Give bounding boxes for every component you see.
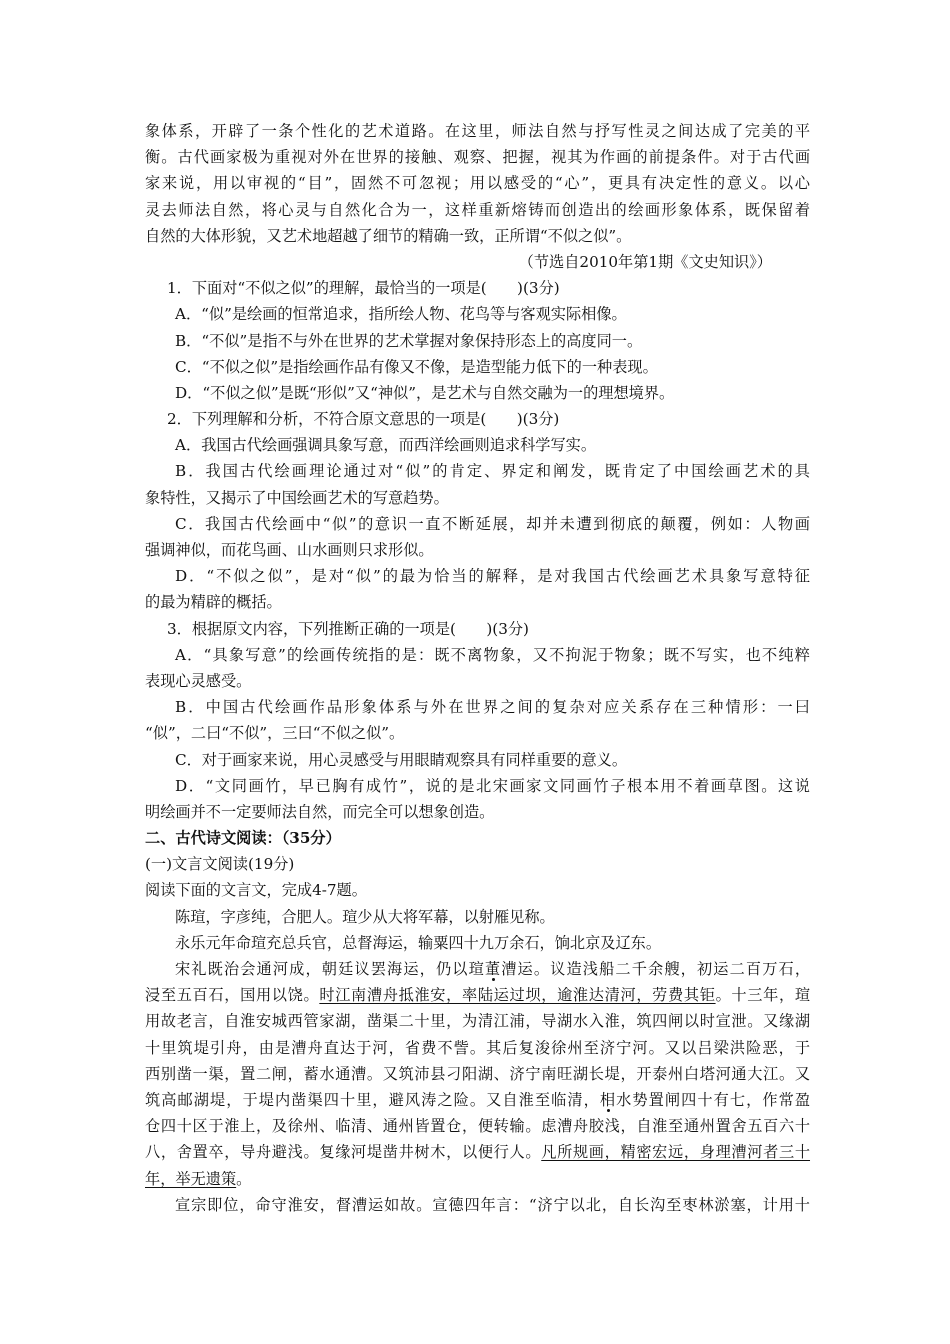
question-2-option-c-cont: 强调神似，而花鸟画、山水画则只求形似。 bbox=[145, 541, 434, 559]
passage-line: 家来说，用以审视的“目”，固然不可忽视；用以感受的“心”，更具有决定性的意义。以心 bbox=[145, 174, 810, 193]
question-3-stem: 3．根据原文内容，下列推断正确的一项是( )(3分) bbox=[167, 619, 529, 638]
underlined-sentence: 凡所规画，精密宏远，身理漕河者三十 bbox=[541, 1143, 811, 1162]
question-3-option-d: D．“文同画竹，早已胸有成竹”，说的是北宋画家文同画竹子根本用不着画草图。这说 bbox=[175, 776, 810, 795]
question-2-option-b: B．我国古代绘画理论通过对“似”的肯定、界定和阐发，既肯定了中国绘画艺术的具 bbox=[175, 462, 810, 481]
classical-text-line: 浸至五百石，国用以饶。时江南漕舟抵淮安，率陆运过坝，逾淮达清河，劳费其钜。十三年，瑄 bbox=[145, 986, 811, 1005]
passage-line: 自然的大体形貌，又艺术地超越了细节的精确一致，正所谓“不似之似”。 bbox=[145, 226, 632, 245]
question-1-option-b: B．“不似”是指不与外在世界的艺术掌握对象保持形态上的高度同一。 bbox=[175, 331, 643, 350]
classical-text-line: 用故老言，自淮安城西管家湖，凿渠二十里，为清江浦，导湖水入淮，筑四闸以时宣泄。又缘湖 bbox=[145, 1012, 810, 1031]
classical-text-line: 年，举无遗策。 bbox=[145, 1169, 252, 1188]
question-1-stem: 1．下面对“不似之似”的理解，最恰当的一项是( )(3分) bbox=[167, 279, 560, 298]
underlined-sentence-cont: 年，举无遗策 bbox=[145, 1169, 237, 1188]
subsection-heading: (一)文言文阅读(19分) bbox=[145, 855, 295, 874]
question-1-option-d: D．“不似之似”是既“形似”又“神似”，是艺术与自然交融为一的理想境界。 bbox=[175, 383, 675, 402]
question-3-option-c: C．对于画家来说，用心灵感受与用眼睛观察具有同样重要的意义。 bbox=[175, 750, 628, 769]
question-3-option-b-cont: “似”，二曰“不似”，三曰“不似之似”。 bbox=[145, 724, 405, 743]
classical-text-line: 宋礼既治会通河成，朝廷议罢海运，仍以瑄董漕运。议造浅船二千余艘，初运二百万石， bbox=[175, 960, 811, 978]
question-3-option-a-cont: 表现心灵感受。 bbox=[145, 671, 252, 690]
passage-line: 象体系，开辟了一条个性化的艺术道路。在这里，师法自然与抒写性灵之间达成了完美的平 bbox=[145, 122, 810, 140]
classical-text-line: 十里筑堤引舟，由是漕舟直达于河，省费不訾。其后复浚徐州至济宁河。又以吕梁洪险恶，于 bbox=[145, 1038, 810, 1057]
question-1-option-a: A．“似”是绘画的恒常追求，指所绘人物、花鸟等与客观实际相像。 bbox=[175, 305, 627, 324]
section-heading: 二、古代诗文阅读：（35分） bbox=[145, 829, 341, 848]
section-instruction: 阅读下面的文言文，完成4-7题。 bbox=[145, 881, 367, 900]
emphasis-dot-word: 董 bbox=[484, 960, 502, 978]
classical-text-line: 宣宗即位，命守淮安，督漕运如故。宣德四年言：“济宁以北，自长沟至枣林淤塞，计用十 bbox=[175, 1195, 810, 1214]
underlined-sentence: 时江南漕舟抵淮安，率陆运过坝，逾淮达清河，劳费其钜 bbox=[319, 986, 716, 1005]
emphasis-dot-word: 相 bbox=[599, 1090, 617, 1109]
passage-line: 灵去师法自然，将心灵与自然化合为一，这样重新熔铸而创造出的绘画形象体系，既保留着 bbox=[145, 200, 810, 219]
classical-text-line: 仓四十区于淮上，及徐州、临清、通州皆置仓，便转输。虑漕舟胶浅，自淮至通州置舍五百六十 bbox=[145, 1117, 810, 1136]
classical-text-line: 永乐元年命瑄充总兵官，总督海运，输粟四十九万余石，饷北京及辽东。 bbox=[175, 933, 661, 952]
question-3-option-d-cont: 明绘画并不一定要师法自然，而完全可以想象创造。 bbox=[145, 802, 495, 821]
passage-line: 衡。古代画家极为重视对外在世界的接触、观察、把握，视其为作画的前提条件。对于古代画 bbox=[145, 148, 810, 167]
classical-text-line: 西别凿一渠，置二闸，蓄水通漕。又筑沛县刁阳湖、济宁南旺湖长堤，开泰州白塔河通大江。又 bbox=[145, 1064, 810, 1083]
passage-source: （节选自2010年第1期《文史知识》） bbox=[518, 252, 772, 271]
question-2-option-d-cont: 的最为精辟的概括。 bbox=[145, 593, 282, 612]
classical-text-line: 陈瑄，字彦纯，合肥人。瑄少从大将军幕，以射雁见称。 bbox=[175, 907, 555, 926]
question-2-option-c: C．我国古代绘画中“似”的意识一直不断延展，却并未遭到彻底的颠覆，例如：人物画 bbox=[175, 514, 810, 533]
question-2-option-a: A．我国古代绘画强调具象写意，而西洋绘画则追求科学写实。 bbox=[175, 436, 597, 455]
question-2-stem: 2．下列理解和分析，不符合原文意思的一项是( )(3分) bbox=[167, 410, 560, 429]
question-2-option-b-cont: 象特性，又揭示了中国绘画艺术的写意趋势。 bbox=[145, 488, 449, 507]
question-1-option-c: C．“不似之似”是指绘画作品有像又不像，是造型能力低下的一种表现。 bbox=[175, 357, 658, 376]
document-page bbox=[145, 118, 810, 1218]
question-2-option-d: D．“不似之似”，是对“似”的最为恰当的解释，是对我国古代绘画艺术具象写意特征 bbox=[175, 567, 810, 586]
question-3-option-a: A．“具象写意”的绘画传统指的是：既不离物象，又不拘泥于物象；既不写实，也不纯粹 bbox=[175, 645, 810, 664]
classical-text-line: 八，舍置卒，导舟避浅。复缘河堤凿井树木，以便行人。凡所规画，精密宏远，身理漕河者三十 bbox=[145, 1143, 811, 1162]
question-3-option-b: B．中国古代绘画作品形象体系与外在世界之间的复杂对应关系存在三种情形：一曰 bbox=[175, 698, 810, 717]
classical-text-line: 筑高邮湖堤，于堤内凿渠四十里，避风涛之险。又自淮至临清，相水势置闸四十有七，作常盈 bbox=[145, 1090, 811, 1109]
